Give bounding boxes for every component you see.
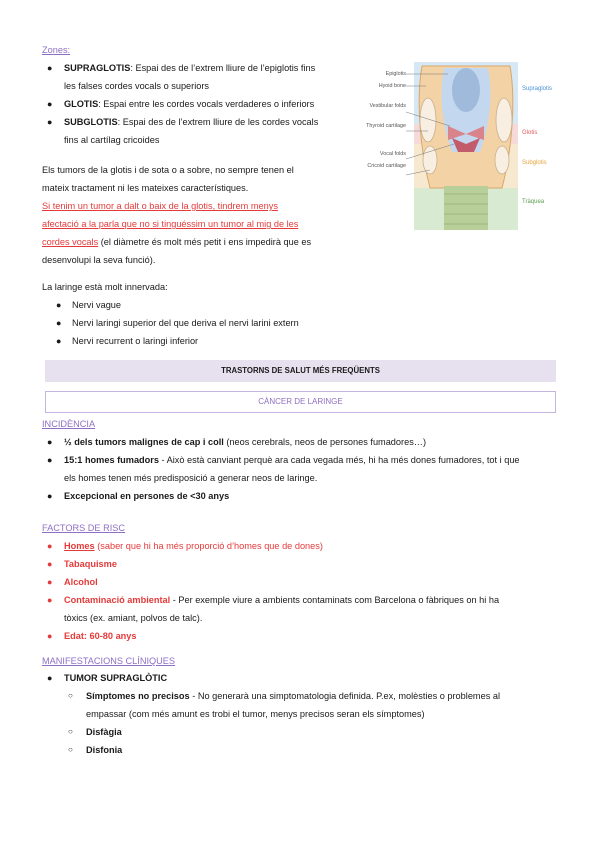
zones-title: Zones:: [42, 45, 71, 55]
manifest-title: MANIFESTACIONS CLÍNIQUES: [42, 656, 176, 666]
bullet-icon: ●: [47, 63, 53, 73]
zone-item-subglotis-cont: fins al cartílag cricoides: [64, 135, 160, 145]
factor-item: Homes (saber que hi ha més proporció d’homes que de dones): [64, 541, 323, 551]
innervation-intro: La laringe està molt innervada:: [42, 282, 168, 292]
paragraph-glotis: Els tumors de la glotis i de sota o a sobre, no sempre tenen el mateix tractament ni les mateixes característiques. Si tenim un tumor a dalt o baix de la glotis, tindrem menys afectació a la parla que no si tinguéssim un tumor al mig de les cordes vocals (el diàmetre és molt més petit i ens impedirà que es desenvolupi la seva funció).: [42, 165, 312, 265]
bullet-icon: ●: [47, 491, 53, 501]
label-glotis: Glotis: [522, 130, 538, 136]
label-traquea: Tràquea: [522, 199, 545, 205]
circle-bullet-icon: ○: [68, 691, 73, 700]
innervation-item: Nervi laringi superior del que deriva el nervi larini extern: [72, 318, 299, 328]
manifest-sub-item-cont: empassar (com més amunt es trobi el tumor, menys precisos seran els símptomes): [86, 709, 425, 719]
section-header: TRASTORNS DE SALUT MÉS FREQÜENTS: [45, 360, 556, 382]
bullet-icon: ●: [56, 318, 62, 328]
incidencia-item: Excepcional en persones de <30 anys: [64, 491, 230, 501]
innervation-item: Nervi recurrent o laringi inferior: [72, 336, 199, 346]
manifest-sub-item: Símptomes no precisos - No generarà una simptomatologia definida. P.ex, molèsties o problemes al: [86, 691, 500, 701]
bullet-icon: ●: [47, 577, 53, 587]
left-labels: Epiglotis Hyoid bone Vestibular folds Thyroid cartilage Vocal folds Cricoid cartilage: [366, 71, 406, 169]
factor-item: Contaminació ambiental - Per exemple viure a ambients contaminats com Barcelona o fàbriques on hi ha: [64, 595, 500, 605]
manifest-sub-item: Disfàgia: [86, 727, 122, 737]
bullet-icon: ●: [47, 437, 53, 447]
incidencia-item: ½ dels tumors malignes de cap i coll (neos cerebrals, neos de persones fumadores…): [64, 437, 427, 447]
factor-item: Tabaquisme: [64, 559, 117, 569]
label-subglotis: Subglotis: [522, 160, 547, 166]
bullet-icon: ●: [56, 300, 62, 310]
zone-item-supraglotis: SUPRAGLOTIS: Espai des de l’extrem lliure de l’epiglotis fins: [64, 63, 316, 73]
factors-title: FACTORS DE RISC: [42, 523, 126, 533]
section-subheader: CÀNCER DE LARINGE: [45, 391, 556, 413]
factor-item-cont: tòxics (ex. amiant, polvos de talc).: [64, 613, 203, 623]
bullet-icon: ●: [47, 99, 53, 109]
bullet-icon: ●: [47, 595, 53, 605]
incidencia-item-cont: els homes tenen més predisposició a generar neos de laringe.: [64, 473, 318, 483]
bullet-icon: ●: [56, 336, 62, 346]
bullet-icon: ●: [47, 455, 53, 465]
factor-item: Alcohol: [64, 577, 98, 587]
circle-bullet-icon: ○: [68, 727, 73, 736]
label-supraglotis: Supraglotis: [522, 86, 553, 92]
manifest-main: TUMOR SUPRAGLÒTIC: [64, 673, 168, 683]
bullet-icon: ●: [47, 541, 53, 551]
zone-item-subglotis: SUBGLOTIS: Espai des de l’extrem lliure de les cordes vocals: [64, 117, 319, 127]
bullet-icon: ●: [47, 673, 53, 683]
innervation-item: Nervi vague: [72, 300, 122, 310]
circle-bullet-icon: ○: [68, 745, 73, 754]
larynx-figure: [352, 60, 566, 230]
zone-item-supraglotis-cont: les falses cordes vocals o superiors: [64, 81, 210, 91]
bullet-icon: ●: [47, 117, 53, 127]
incidencia-title: INCIDÈNCIA: [42, 419, 96, 429]
bullet-icon: ●: [47, 559, 53, 569]
factor-item: Edat: 60-80 anys: [64, 631, 137, 641]
zone-item-glotis: GLOTIS: Espai entre les cordes vocals verdaderes o inferiors: [64, 99, 315, 109]
manifest-sub-item: Disfonia: [86, 745, 123, 755]
incidencia-item: 15:1 homes fumadors - Això està canviant perquè ara cada vegada més, hi ha més dones fumadores, tot i que: [64, 455, 520, 465]
bullet-icon: ●: [47, 631, 53, 641]
